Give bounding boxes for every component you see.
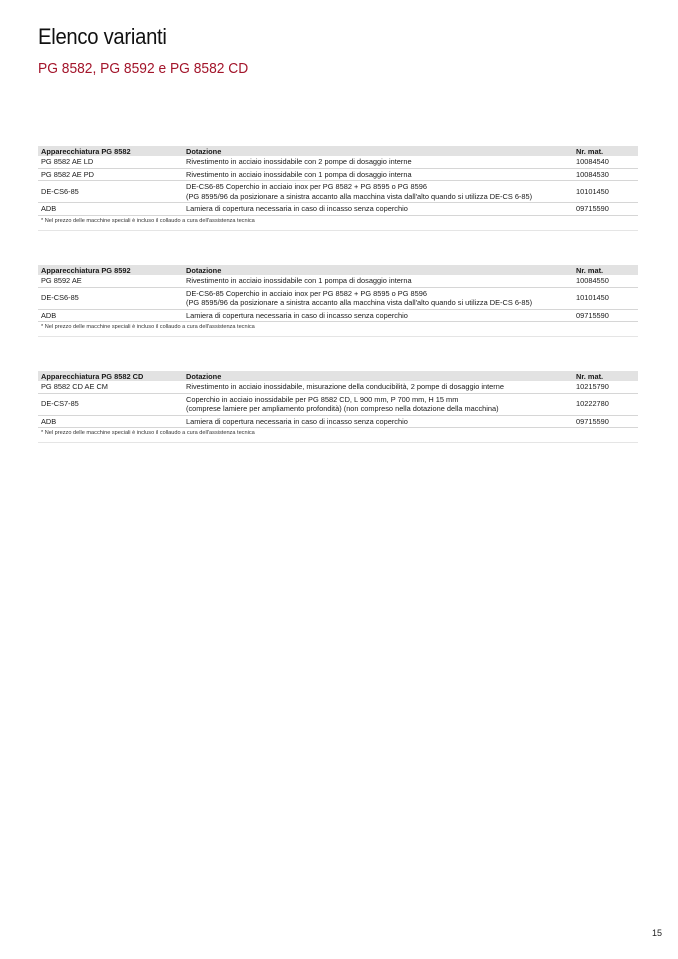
cell-description: Rivestimento in acciaio inossidabile con 2 pompe di dosaggio interne <box>183 156 573 168</box>
cell-description: Rivestimento in acciaio inossidabile con 1 pompa di dosaggio interna <box>183 275 573 287</box>
header-dotazione: Dotazione <box>183 265 573 275</box>
cell-description: Lamiera di copertura necessaria in caso di incasso senza coperchio <box>183 415 573 428</box>
table-row <box>38 381 638 393</box>
header-nr-mat: Nr. mat. <box>573 265 638 275</box>
cell-material-number: 10084530 <box>573 168 638 181</box>
variant-table-pg8582 <box>38 146 638 231</box>
header-nr-mat: Nr. mat. <box>573 146 638 156</box>
header-apparecchiatura: Apparecchiatura PG 8582 CD <box>38 371 183 381</box>
cell-description: Coperchio in acciaio inossidabile per PG 8582 CD, L 900 mm, P 700 mm, H 15 mm (comprese lamiere per ampliamento profondità) (non compreso nella dotazione della macchina) <box>183 393 573 415</box>
cell-description: Lamiera di copertura necessaria in caso di incasso senza coperchio <box>183 203 573 216</box>
cell-material-number: 09715590 <box>573 203 638 216</box>
table-row <box>38 181 638 203</box>
cell-material-number: 10084540 <box>573 156 638 168</box>
table-row <box>38 203 638 216</box>
table-row <box>38 393 638 415</box>
cell-model: DE-CS6-85 <box>38 181 183 203</box>
cell-model: PG 8592 AE <box>38 275 183 287</box>
cell-model: PG 8582 AE PD <box>38 168 183 181</box>
cell-description: Rivestimento in acciaio inossidabile con 1 pompa di dosaggio interna <box>183 168 573 181</box>
header-dotazione: Dotazione <box>183 146 573 156</box>
cell-model: DE-CS6-85 <box>38 287 183 309</box>
variant-table-pg8592 <box>38 265 638 337</box>
cell-description: Lamiera di copertura necessaria in caso di incasso senza coperchio <box>183 309 573 322</box>
table-row <box>38 156 638 168</box>
table-row <box>38 168 638 181</box>
page-subtitle: PG 8582, PG 8592 e PG 8582 CD <box>38 60 249 77</box>
cell-material-number: 10222780 <box>573 393 638 415</box>
table-row <box>38 309 638 322</box>
table-header-row <box>38 371 638 381</box>
cell-material-number: 10084550 <box>573 275 638 287</box>
cell-description: DE-CS6-85 Coperchio in acciaio inox per PG 8582 + PG 8595 o PG 8596 (PG 8595/96 da posizionare a sinistra accanto alla macchina vista dall'alto quando si utilizza DE-CS 6-85) <box>183 287 573 309</box>
cell-model: ADB <box>38 415 183 428</box>
cell-model: PG 8582 CD AE CM <box>38 381 183 393</box>
page-title: Elenco varianti <box>38 24 167 49</box>
cell-model: PG 8582 AE LD <box>38 156 183 168</box>
cell-material-number: 10101450 <box>573 181 638 203</box>
table-footnote: * Nel prezzo delle macchine speciali è incluso il collaudo a cura dell'assistenza tecnica <box>38 428 638 443</box>
cell-model: ADB <box>38 203 183 216</box>
cell-material-number: 10215790 <box>573 381 638 393</box>
page-number: 15 <box>652 928 663 938</box>
table-row <box>38 287 638 309</box>
cell-material-number: 10101450 <box>573 287 638 309</box>
cell-description: DE-CS6-85 Coperchio in acciaio inox per PG 8582 + PG 8595 o PG 8596 (PG 8595/96 da posizionare a sinistra accanto alla macchina vista dall'alto quando si utilizza DE-CS 6-85) <box>183 181 573 203</box>
header-apparecchiatura: Apparecchiatura PG 8582 <box>38 146 183 156</box>
table-header-row <box>38 265 638 275</box>
table-footnote: * Nel prezzo delle macchine speciali è incluso il collaudo a cura dell'assistenza tecnica <box>38 322 638 337</box>
cell-description: Rivestimento in acciaio inossidabile, misurazione della conducibilità, 2 pompe di dosaggio interne <box>183 381 573 393</box>
cell-material-number: 09715590 <box>573 309 638 322</box>
header-apparecchiatura: Apparecchiatura PG 8592 <box>38 265 183 275</box>
table-header-row <box>38 146 638 156</box>
variant-table-pg8582cd <box>38 371 638 443</box>
table-row <box>38 275 638 287</box>
table-footnote: * Nel prezzo delle macchine speciali è incluso il collaudo a cura dell'assistenza tecnica <box>38 216 638 231</box>
header-dotazione: Dotazione <box>183 371 573 381</box>
cell-model: ADB <box>38 309 183 322</box>
header-nr-mat: Nr. mat. <box>573 371 638 381</box>
cell-model: DE-CS7-85 <box>38 393 183 415</box>
cell-material-number: 09715590 <box>573 415 638 428</box>
table-row <box>38 415 638 428</box>
